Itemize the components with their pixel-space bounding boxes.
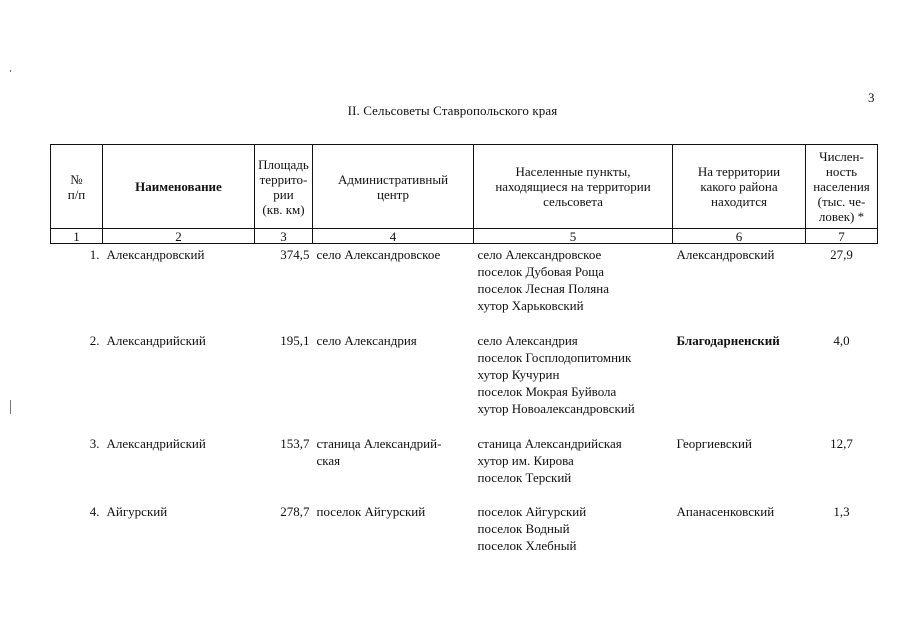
column-number: 7	[806, 229, 878, 244]
row-admin-center: село Александрия	[316, 332, 417, 348]
column-number: 5	[474, 229, 673, 244]
column-number-row	[51, 229, 878, 244]
column-number: 1	[51, 229, 103, 244]
row-number: 1.	[89, 247, 100, 262]
row-population: 27,9	[830, 247, 853, 262]
row-settlements: село Александрия поселок Госплодопитомник хутор Кучурин поселок Мокрая Буйвола хутор Новоалександровский	[477, 332, 635, 416]
row-population: 1,3	[833, 503, 850, 519]
row-area: 195,1	[280, 332, 310, 348]
column-number: 2	[103, 229, 255, 244]
row-number: 4.	[89, 503, 100, 519]
header-population: Числен- ность населения (тыс. че- ловек) *	[806, 145, 878, 229]
row-admin-center: поселок Айгурский	[316, 503, 426, 519]
header-name: Наименование	[103, 145, 255, 229]
page-number: 3	[868, 90, 875, 105]
row-number: 3.	[89, 435, 100, 451]
row-settlements: станица Александрийская хутор им. Кирова поселок Терский	[477, 435, 622, 485]
document-title: II. Сельсоветы Ставропольского края	[347, 103, 558, 118]
scan-mark	[10, 70, 11, 72]
row-district: Георгиевский	[676, 435, 752, 451]
row-district: Апанасенковский	[676, 503, 775, 519]
row-number: 2.	[89, 332, 100, 348]
row-population: 12,7	[830, 435, 853, 451]
header-district: На территории какого района находится	[673, 145, 806, 229]
row-name: Александрийский	[106, 435, 206, 451]
header-settlements: Населенные пункты, находящиеся на территории сельсовета	[474, 145, 673, 229]
header-admin-center: Административный центр	[313, 145, 474, 229]
row-district: Александровский	[676, 247, 775, 262]
table-row	[51, 433, 878, 501]
table-row	[51, 501, 878, 561]
row-settlements: село Александровское поселок Дубовая Роща поселок Лесная Поляна хутор Харьковский	[477, 247, 609, 313]
row-name: Александровский	[106, 247, 205, 262]
sel-soviets-table	[50, 144, 878, 561]
table-row	[51, 330, 878, 433]
row-name: Александрийский	[106, 332, 206, 348]
header-num: № п/п	[51, 145, 103, 229]
row-name: Айгурский	[106, 503, 168, 519]
row-settlements: поселок Айгурский поселок Водный поселок Хлебный	[477, 503, 587, 553]
row-population: 4,0	[833, 332, 850, 348]
table-header-row	[51, 145, 878, 229]
column-number: 4	[313, 229, 474, 244]
table-row	[51, 244, 878, 330]
column-number: 6	[673, 229, 806, 244]
row-admin-center: станица Александрий- ская	[316, 435, 442, 468]
header-area: Площадь террито- рии (кв. км)	[255, 145, 313, 229]
row-district: Благодарненский	[676, 332, 780, 348]
row-area: 153,7	[280, 435, 310, 451]
row-area: 374,5	[280, 247, 310, 262]
column-number: 3	[255, 229, 313, 244]
scan-mark	[10, 400, 11, 414]
row-admin-center: село Александровское	[316, 247, 441, 262]
row-area: 278,7	[280, 503, 310, 519]
